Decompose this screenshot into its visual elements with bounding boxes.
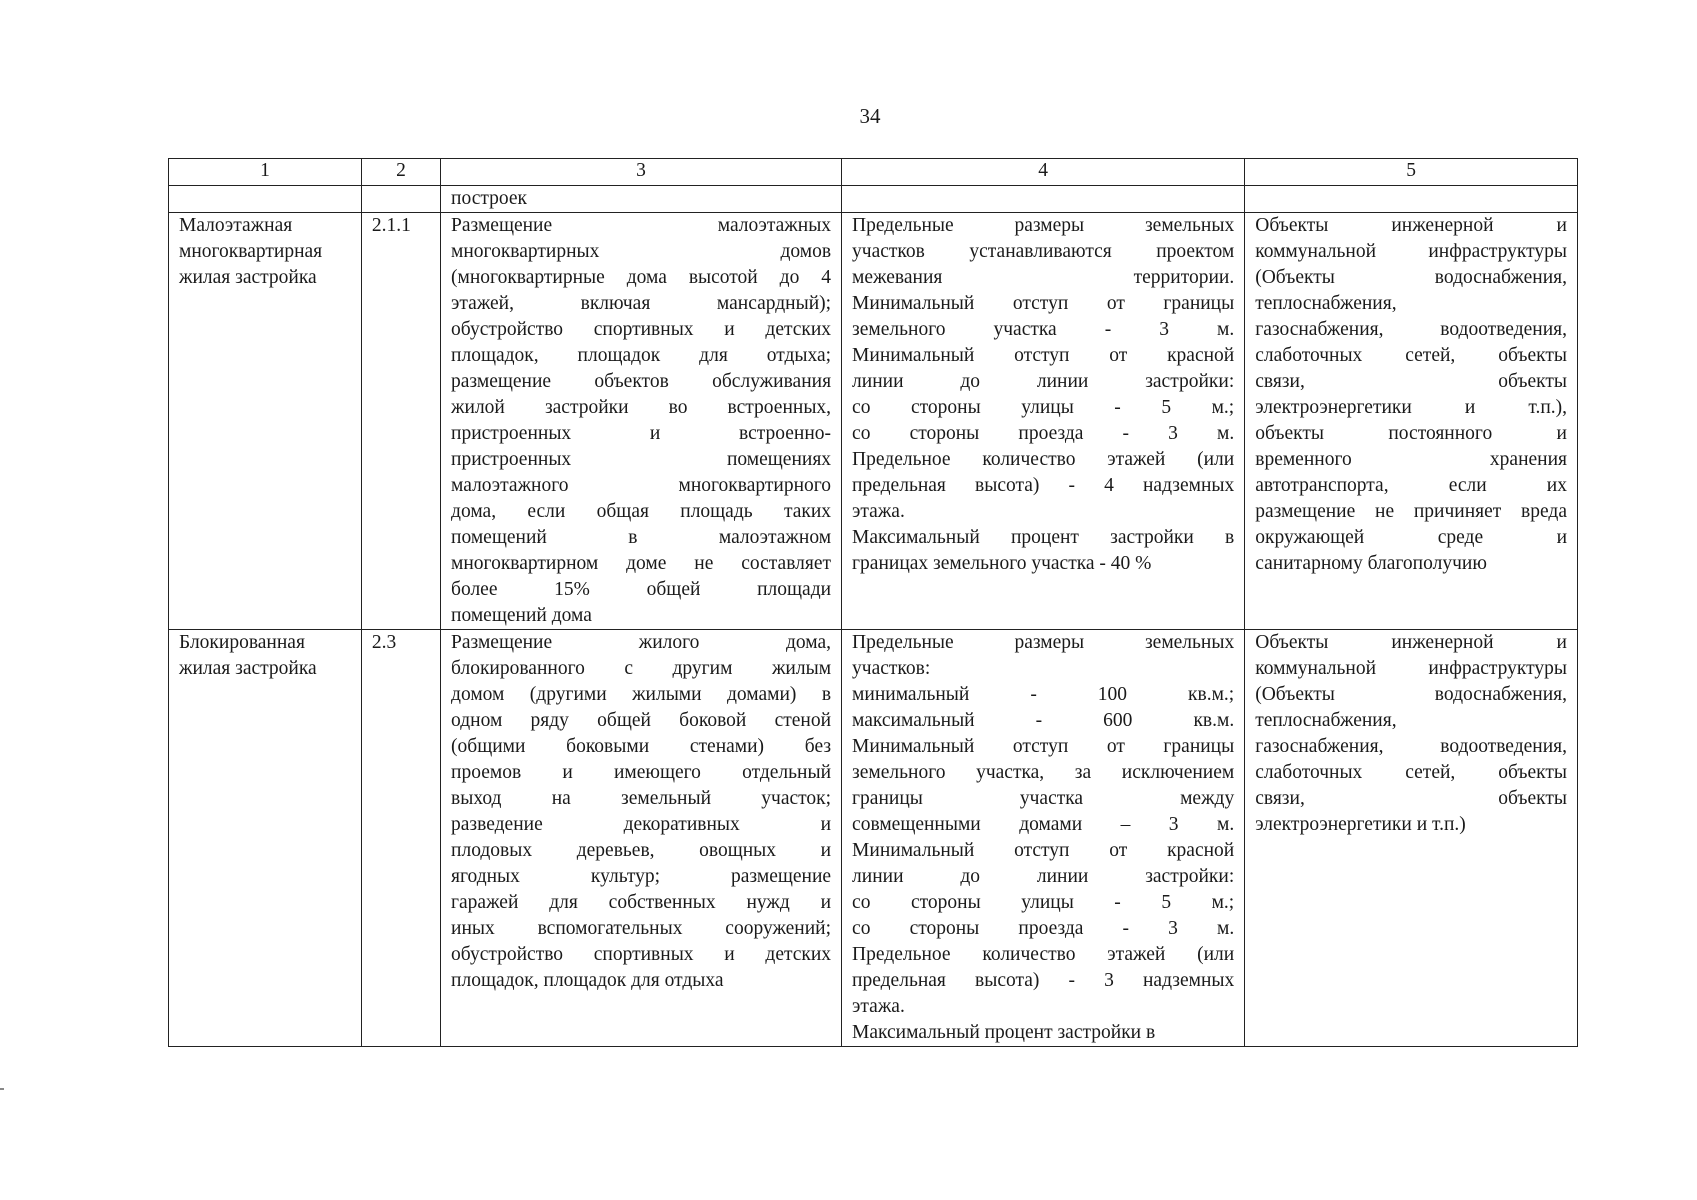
cell-line: этажа. [852,501,905,522]
cell-line: гаражей для собственных нужд и [451,892,832,913]
use-type-auxiliary [1245,213,1578,630]
cell-line: линии до линии застройки: [852,866,1235,887]
cell-line: обустройство спортивных и детских [451,319,832,340]
cell-line: Размещение жилого дома, [451,632,832,653]
cell-line: помещений в малоэтажном [451,527,832,548]
continuation-cell-5 [1245,186,1578,213]
table-row [169,213,1578,630]
use-type-code: 2.3 [361,630,440,1047]
cell-line: Максимальный процент застройки в [852,527,1235,548]
cell-line: площадок, площадок для отдыха [451,970,724,991]
cell-line: слаботочных сетей, объекты [1255,762,1567,783]
cell-line: автотранспорта, если их [1255,475,1567,496]
cell-line: (Объекты водоснабжения, [1255,684,1567,705]
cell-line: разведение декоративных и [451,814,832,835]
cell-line: Минимальный отступ от красной [852,345,1235,366]
cell-line: Минимальный отступ от границы [852,293,1235,314]
cell-line: пристроенных помещениях [451,449,832,470]
header-cell-3: 3 [441,159,842,186]
use-type-auxiliary [1245,630,1578,1047]
cell-line: домом (другими жилыми домами) в [451,684,832,705]
cell-line: линии до линии застройки: [852,371,1235,392]
cell-line: межевания территории. [852,267,1235,288]
scan-edge-mark [0,1088,4,1090]
cell-line: (общими боковыми стенами) без [451,736,832,757]
cell-line: газоснабжения, водоотведения, [1255,736,1567,757]
cell-line: Предельные размеры земельных [852,632,1235,653]
cell-line: коммунальной инфраструктуры [1255,658,1567,679]
cell-line: участков устанавливаются проектом [852,241,1235,262]
cell-line: временного хранения [1255,449,1567,470]
cell-line: Минимальный отступ от границы [852,736,1235,757]
cell-line: Размещение малоэтажных [451,215,832,236]
cell-line: Объекты инженерной и [1255,215,1567,236]
cell-line: этажей, включая мансардный); [451,293,832,314]
continuation-row [169,186,1578,213]
cell-line: площадок, площадок для отдыха; [451,345,832,366]
cell-line: земельного участка - 3 м. [852,319,1235,340]
header-cell-5: 5 [1245,159,1578,186]
cell-line: связи, объекты [1255,371,1567,392]
cell-line: земельного участка, за исключением [852,762,1235,783]
cell-line: размещение объектов обслуживания [451,371,832,392]
cell-line: коммунальной инфраструктуры [1255,241,1567,262]
use-type-description [441,630,842,1047]
cell-line: иных вспомогательных сооружений; [451,918,832,939]
cell-line: со стороны проезда - 3 м. [852,423,1235,444]
cell-line: объекты постоянного и [1255,423,1567,444]
cell-line: этажа. [852,996,905,1017]
table-header-row [169,159,1578,186]
cell-line: окружающей среде и [1255,527,1567,548]
use-type-code: 2.1.1 [361,213,440,630]
cell-line: проемов и имеющего отдельный [451,762,832,783]
cell-line: совмещенными домами – 3 м. [852,814,1235,835]
cell-line: помещений дома [451,605,592,626]
table-row [169,630,1578,1047]
cell-line: санитарному благополучию [1255,553,1487,574]
cell-line: границы участка между [852,788,1235,809]
cell-line: блокированного с другим жилым [451,658,832,679]
cell-line: теплоснабжения, [1255,710,1397,731]
cell-line: жилая застройка [179,658,317,679]
cell-line: многоквартирных домов [451,241,832,262]
use-type-description [441,213,842,630]
page-number: 34 [859,104,881,128]
cell-line: жилой застройки во встроенных, [451,397,832,418]
cell-line: теплоснабжения, [1255,293,1397,314]
cell-line: со стороны проезда - 3 м. [852,918,1235,939]
cell-line: границах земельного участка - 40 % [852,553,1152,574]
continuation-cell-3: построек [441,186,842,213]
cell-line: многоквартирном доме не составляет [451,553,832,574]
cell-line: максимальный - 600 кв.м. [852,710,1235,731]
cell-line: газоснабжения, водоотведения, [1255,319,1567,340]
zoning-table [168,158,1578,1047]
header-cell-1: 1 [169,159,362,186]
cell-line: (многоквартирные дома высотой до 4 [451,267,832,288]
cell-line: одном ряду общей боковой стеной [451,710,832,731]
cell-line: Минимальный отступ от красной [852,840,1235,861]
cell-line: дома, если общая площадь таких [451,501,832,522]
cell-line: Предельное количество этажей (или [852,449,1235,470]
cell-line: электроэнергетики и т.п.) [1255,814,1466,835]
cell-line: Максимальный процент застройки в [852,1022,1156,1043]
continuation-cell-2 [361,186,440,213]
cell-line: (Объекты водоснабжения, [1255,267,1567,288]
cell-line: со стороны улицы - 5 м.; [852,892,1235,913]
cell-line: размещение не причиняет вреда [1255,501,1567,522]
cell-line: со стороны улицы - 5 м.; [852,397,1235,418]
header-cell-2: 2 [361,159,440,186]
use-type-name [169,630,362,1047]
use-type-parameters [842,630,1245,1047]
cell-line: участков: [852,658,931,679]
cell-line: пристроенных и встроенно- [451,423,832,444]
cell-line: Предельное количество этажей (или [852,944,1235,965]
cell-line: ягодных культур; размещение [451,866,832,887]
cell-line: выход на земельный участок; [451,788,832,809]
cell-line: электроэнергетики и т.п.), [1255,397,1567,418]
cell-line: предельная высота) - 3 надземных [852,970,1235,991]
cell-line: плодовых деревьев, овощных и [451,840,832,861]
cell-line: жилая застройка [179,267,317,288]
cell-line: минимальный - 100 кв.м.; [852,684,1235,705]
cell-line: слаботочных сетей, объекты [1255,345,1567,366]
cell-line: Объекты инженерной и [1255,632,1567,653]
cell-line: обустройство спортивных и детских [451,944,832,965]
cell-line: предельная высота) - 4 надземных [852,475,1235,496]
use-type-name [169,213,362,630]
cell-line: Малоэтажная [179,215,293,236]
use-type-parameters [842,213,1245,630]
continuation-cell-4 [842,186,1245,213]
cell-line: малоэтажного многоквартирного [451,475,832,496]
header-cell-4: 4 [842,159,1245,186]
cell-line: многоквартирная [179,241,323,262]
cell-line: Предельные размеры земельных [852,215,1235,236]
cell-line: более 15% общей площади [451,579,832,600]
cell-line: связи, объекты [1255,788,1567,809]
cell-line: Блокированная [179,632,305,653]
continuation-cell-1 [169,186,362,213]
